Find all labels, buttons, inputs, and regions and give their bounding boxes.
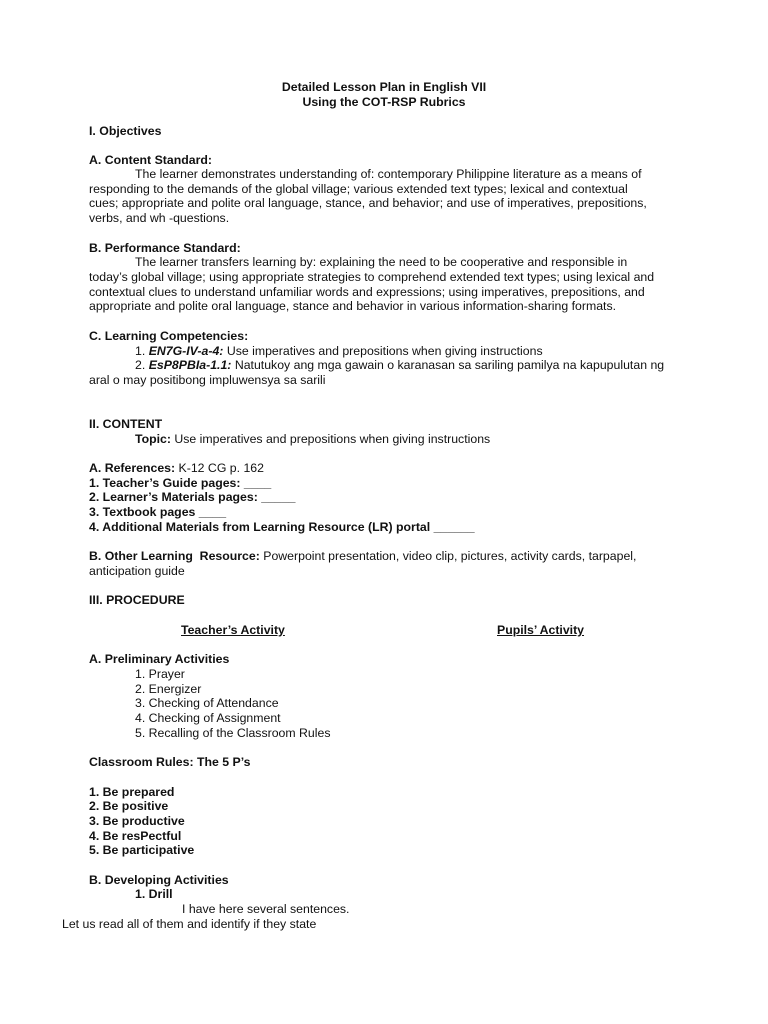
classroom-rule: 5. Be participative xyxy=(89,843,195,857)
content-standard-line: The learner demonstrates understanding of: contemporary Philippine literature as a means of xyxy=(135,167,642,181)
competency-continuation: aral o may positibong impluwensya sa sarili xyxy=(89,373,326,387)
performance-standard-line: contextual clues to understand unfamiliar words and expressions; using imperatives, prepositions, and xyxy=(89,285,645,299)
document-title: Detailed Lesson Plan in English VII xyxy=(281,80,487,94)
classroom-rule: 3. Be productive xyxy=(89,814,185,828)
topic-label: Topic: xyxy=(135,432,171,446)
objectives-heading: I. Objectives xyxy=(89,124,162,138)
pupils-activity-column-header: Pupils’ Activity xyxy=(497,623,585,637)
performance-standard-heading: B. Performance Standard: xyxy=(89,241,241,255)
drill-heading: 1. Drill xyxy=(135,887,173,901)
topic-text: Use imperatives and prepositions when giving instructions xyxy=(170,432,491,446)
reference-item: 2. Learner’s Materials pages: _____ xyxy=(89,490,296,504)
competency-number: 1. xyxy=(135,344,146,358)
topic-line xyxy=(135,432,490,447)
content-standard-heading: A. Content Standard: xyxy=(89,153,212,167)
competency-text: Natutukoy ang mga gawain o karanasan sa sariling pamilya na kapupulutan ng xyxy=(231,358,665,372)
competency-item xyxy=(135,344,543,359)
competency-item xyxy=(135,358,664,373)
reference-item: 1. Teacher’s Guide pages: ____ xyxy=(89,476,272,490)
classroom-rule: 4. Be resPectful xyxy=(89,829,182,843)
document-subtitle: Using the COT-RSP Rubrics xyxy=(302,95,466,109)
competency-number: 2. xyxy=(135,358,146,372)
classroom-rules-heading: Classroom Rules: The 5 P’s xyxy=(89,755,251,769)
reference-item: 4. Additional Materials from Learning Resource (LR) portal ______ xyxy=(89,520,475,534)
competency-code: EN7G-IV-a-4: xyxy=(148,344,224,358)
classroom-rule: 1. Be prepared xyxy=(89,785,175,799)
drill-text: Let us read all of them and identify if they state xyxy=(62,917,317,931)
content-standard-line: verbs, and wh -questions. xyxy=(89,211,230,225)
preliminary-item: 5. Recalling of the Classroom Rules xyxy=(135,726,331,740)
other-resources-label: B. Other Learning Resource: xyxy=(89,549,260,563)
reference-item: 3. Textbook pages ____ xyxy=(89,505,227,519)
references-line xyxy=(89,461,264,476)
other-resources-line xyxy=(89,549,636,564)
classroom-rule: 2. Be positive xyxy=(89,799,169,813)
preliminary-item: 4. Checking of Assignment xyxy=(135,711,281,725)
preliminary-item: 2. Energizer xyxy=(135,682,202,696)
competency-text: Use imperatives and prepositions when giving instructions xyxy=(223,344,543,358)
procedure-heading: III. PROCEDURE xyxy=(89,593,185,607)
content-standard-line: responding to the demands of the global village; various extended text types; lexical and contextual xyxy=(89,182,628,196)
preliminary-item: 1. Prayer xyxy=(135,667,185,681)
other-resources-continuation: anticipation guide xyxy=(89,564,185,578)
performance-standard-line: appropriate and polite oral language, stance and behavior in various information-sharing formats. xyxy=(89,299,617,313)
content-heading: II. CONTENT xyxy=(89,417,163,431)
performance-standard-line: The learner transfers learning by: explaining the need to be cooperative and responsible in xyxy=(135,255,628,269)
drill-text: I have here several sentences. xyxy=(182,902,350,916)
references-text: K-12 CG p. 162 xyxy=(175,461,264,475)
other-resources-text: Powerpoint presentation, video clip, pictures, activity cards, tarpapel, xyxy=(259,549,637,563)
developing-activities-heading: B. Developing Activities xyxy=(89,873,229,887)
content-standard-line: cues; appropriate and polite oral language, stance, and behavior; and use of imperatives, prepositions, xyxy=(89,196,647,210)
preliminary-item: 3. Checking of Attendance xyxy=(135,696,279,710)
competencies-heading: C. Learning Competencies: xyxy=(89,329,249,343)
teacher-activity-column-header: Teacher’s Activity xyxy=(181,623,285,637)
competency-code: EsP8PBIa-1.1: xyxy=(148,358,232,372)
preliminary-activities-heading: A. Preliminary Activities xyxy=(89,652,230,666)
references-label: A. References: xyxy=(89,461,176,475)
performance-standard-line: today’s global village; using appropriate strategies to comprehend extended text types; using lexical and xyxy=(89,270,655,284)
